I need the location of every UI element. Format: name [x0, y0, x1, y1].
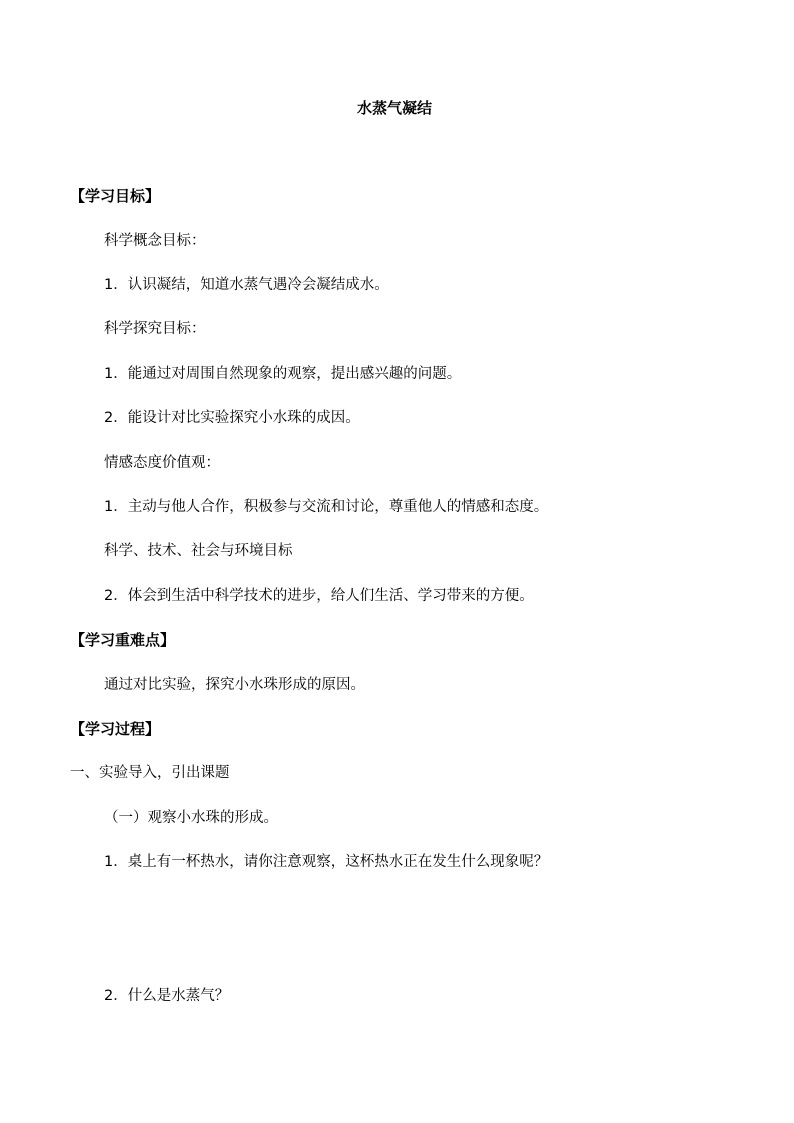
process-part1-heading: 一、实验导入，引出课题 [70, 765, 230, 781]
inquiry-goal-1: 1．能通过对周围自然现象的观察，提出感兴趣的问题。 [104, 366, 462, 382]
section-heading-key-points: 【学习重难点】 [70, 631, 176, 649]
document-title: 水蒸气凝结 [357, 99, 433, 117]
concept-goal-heading: 科学概念目标： [104, 233, 206, 249]
section-heading-goals: 【学习目标】 [70, 187, 161, 205]
sts-goal-heading: 科学、技术、社会与环境目标 [104, 543, 293, 559]
inquiry-goal-2: 2．能设计对比实验探究小水珠的成因。 [104, 410, 360, 426]
process-sub1-heading: （一）观察小水珠的形成。 [104, 810, 278, 826]
sts-goal-2: 2．体会到生活中科学技术的进步，给人们生活、学习带来的方便。 [104, 588, 534, 604]
section-heading-process: 【学习过程】 [70, 720, 161, 738]
attitude-goal-1: 1．主动与他人合作，积极参与交流和讨论，尊重他人的情感和态度。 [104, 499, 549, 515]
inquiry-goal-heading: 科学探究目标： [104, 321, 206, 337]
concept-goal-1: 1．认识凝结，知道水蒸气遇冷会凝结成水。 [104, 277, 389, 293]
process-question-2: 2．什么是水蒸气？ [104, 988, 230, 1004]
key-points-text: 通过对比实验，探究小水珠形成的原因。 [104, 677, 365, 693]
process-question-1: 1．桌上有一杯热水，请你注意观察，这杯热水正在发生什么现象呢？ [104, 854, 549, 870]
attitude-goal-heading: 情感态度价值观： [104, 455, 220, 471]
